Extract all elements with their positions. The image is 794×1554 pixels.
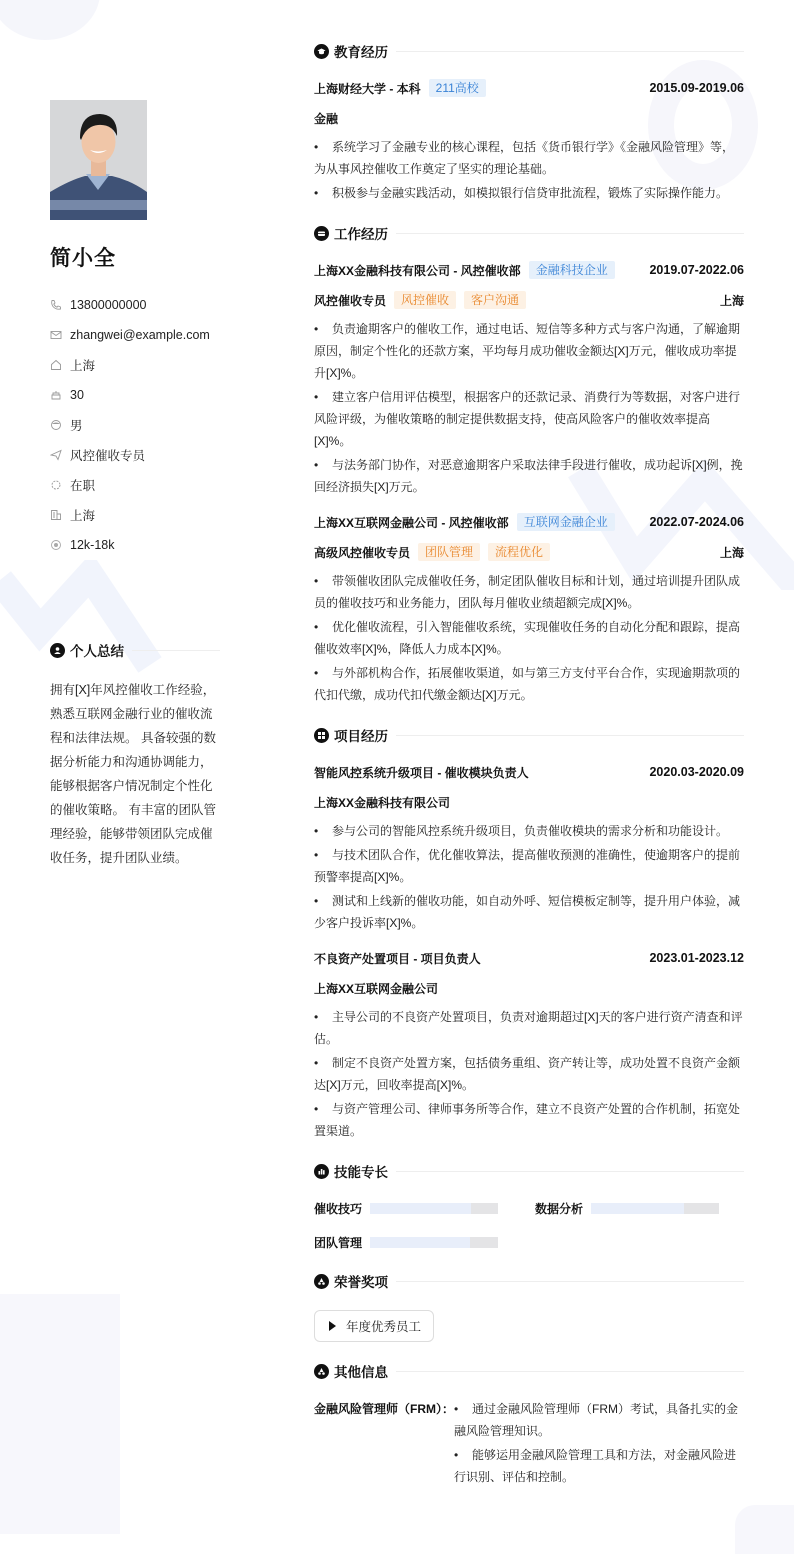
skill-tag: 客户沟通 bbox=[464, 291, 526, 309]
work-date: 2022.07-2024.06 bbox=[649, 515, 744, 529]
summary-text: 拥有[X]年风控催收工作经验，熟悉互联网金融行业的催收流程和法律法规。 具备较强的数据分析能力和沟通协调能力，能够根据客户情况制定个性化的催收策略。 有丰富的团队管理经验，能够带领团队完成催收任务，提升团队业绩。 bbox=[50, 683, 216, 865]
education-section bbox=[314, 40, 744, 204]
main-content bbox=[314, 40, 744, 1508]
grid-icon bbox=[314, 728, 329, 743]
award-icon bbox=[314, 1274, 329, 1289]
skill-bar bbox=[370, 1203, 498, 1214]
salary-icon bbox=[50, 539, 62, 551]
list-item: • 制定不良资产处置方案，包括债务重组、资产转让等，成功处置不良资产金额达[X]万元，回收率提高[X]%。 bbox=[314, 1056, 741, 1092]
info-status: 在职 bbox=[50, 470, 220, 500]
project-company: 上海XX金融科技有限公司 bbox=[314, 795, 451, 810]
project-entry bbox=[314, 762, 744, 934]
project-entry bbox=[314, 948, 744, 1142]
projects-header: 项目经历 bbox=[314, 724, 744, 746]
company-tag: 互联网金融企业 bbox=[517, 513, 615, 531]
projects-section bbox=[314, 724, 744, 1142]
info-phone: 13800000000 bbox=[50, 290, 220, 320]
skills-section bbox=[314, 1160, 744, 1252]
work-entry bbox=[314, 512, 744, 706]
play-triangle-icon bbox=[329, 1321, 336, 1331]
skill-item: 数据分析 bbox=[535, 1198, 735, 1218]
school-name: 上海财经大学 - 本科 bbox=[314, 81, 421, 96]
school-tag: 211高校 bbox=[429, 79, 486, 97]
divider bbox=[396, 1171, 744, 1172]
divider bbox=[396, 1281, 744, 1282]
info-salary: 12k-18k bbox=[50, 530, 220, 560]
info-position: 风控催收专员 bbox=[50, 440, 220, 470]
job-location: 上海 bbox=[719, 545, 744, 560]
skill-item: 团队管理 bbox=[314, 1232, 535, 1252]
divider bbox=[396, 51, 744, 52]
awards-section bbox=[314, 1270, 744, 1342]
list-item: • 系统学习了金融专业的核心课程，包括《货币银行学》《金融风险管理》等，为从事风控催收工作奠定了坚实的理论基础。 bbox=[314, 140, 735, 176]
skill-tag: 团队管理 bbox=[418, 543, 480, 561]
contact-info-list bbox=[50, 290, 220, 560]
other-header: 其他信息 bbox=[314, 1360, 744, 1382]
education-entry bbox=[314, 78, 744, 204]
info-email: zhangwei@example.com bbox=[50, 320, 220, 350]
awards-header: 荣誉奖项 bbox=[314, 1270, 744, 1292]
project-company: 上海XX互联网金融公司 bbox=[314, 981, 439, 996]
certificate-entry bbox=[314, 1398, 744, 1490]
divider bbox=[132, 650, 220, 651]
list-item: • 与法务部门协作，对恶意逾期客户采取法律手段进行催收，成功起诉[X]例，挽回经济损失[X]万元。 bbox=[314, 458, 743, 494]
email-icon bbox=[50, 329, 62, 341]
bg-decoration-rect bbox=[0, 1294, 120, 1534]
candidate-name: 简小全 bbox=[50, 247, 116, 270]
company-name: 上海XX互联网金融公司 - 风控催收部 bbox=[314, 515, 509, 530]
job-role: 高级风控催收专员 bbox=[314, 545, 411, 560]
phone-icon bbox=[50, 299, 62, 311]
bar-chart-icon bbox=[314, 1164, 329, 1179]
company-name: 上海XX金融科技有限公司 - 风控催收部 bbox=[314, 263, 521, 278]
certificate-label: 金融风险管理师（FRM）： bbox=[314, 1402, 454, 1416]
position-icon bbox=[50, 449, 62, 461]
company-tag: 金融科技企业 bbox=[529, 261, 615, 279]
list-item: • 测试和上线新的催收功能，如自动外呼、短信模板定制等，提升用户体验，减少客户投诉率[X]%。 bbox=[314, 894, 741, 930]
skill-bar bbox=[370, 1237, 498, 1248]
list-item: • 优化催收流程，引入智能催收系统，实现催收任务的自动化分配和跟踪，提高催收效率[X]%，降低人力成本[X]%。 bbox=[314, 620, 741, 656]
list-item: • 参与公司的智能风控系统升级项目，负责催收模块的需求分析和功能设计。 bbox=[314, 824, 729, 838]
bg-decoration-rect-corner bbox=[735, 1505, 794, 1554]
skills-header: 技能专长 bbox=[314, 1160, 744, 1182]
work-entry bbox=[314, 260, 744, 498]
divider bbox=[396, 1371, 744, 1372]
city-icon bbox=[50, 509, 62, 521]
list-item: • 负责逾期客户的催收工作，通过电话、短信等多种方式与客户沟通，了解逾期原因，制定个性化的还款方案，平均每月成功催收金额达[X]万元，催收成功率提升[X]%。 bbox=[314, 322, 741, 380]
user-icon bbox=[50, 643, 65, 658]
project-date: 2023.01-2023.12 bbox=[649, 951, 744, 965]
project-date: 2020.03-2020.09 bbox=[649, 765, 744, 779]
list-item: • 积极参与金融实践活动，如模拟银行信贷审批流程，锻炼了实际操作能力。 bbox=[314, 186, 729, 200]
divider bbox=[396, 735, 744, 736]
info-icon bbox=[314, 1364, 329, 1379]
work-header: 工作经历 bbox=[314, 222, 744, 244]
info-gender: 男 bbox=[50, 410, 220, 440]
gender-icon bbox=[50, 419, 62, 431]
list-item: • 通过金融风险管理师（FRM）考试，具备扎实的金融风险管理知识。 bbox=[454, 1402, 738, 1438]
age-icon bbox=[50, 389, 62, 401]
major: 金融 bbox=[314, 111, 339, 126]
info-age: 30 bbox=[50, 380, 220, 410]
skill-tag: 风控催收 bbox=[394, 291, 456, 309]
graduation-cap-icon bbox=[314, 44, 329, 59]
skill-tag: 流程优化 bbox=[488, 543, 550, 561]
list-item: • 能够运用金融风险管理工具和方法，对金融风险进行识别、评估和控制。 bbox=[454, 1448, 737, 1484]
list-item: • 与技术团队合作，优化催收算法，提高催收预测的准确性，使逾期客户的提前预警率提高[X]%。 bbox=[314, 848, 741, 884]
home-icon bbox=[50, 359, 62, 371]
list-item: • 带领催收团队完成催收任务，制定团队催收目标和计划，通过培训提升团队成员的催收技巧和业务能力，团队每月催收业绩超额完成[X]%。 bbox=[314, 574, 741, 610]
summary-title: 个人总结 bbox=[70, 644, 124, 659]
project-name: 智能风控系统升级项目 - 催收模块负责人 bbox=[314, 765, 529, 780]
divider bbox=[396, 233, 744, 234]
skill-bar bbox=[591, 1203, 719, 1214]
award-item[interactable]: 年度优秀员工 bbox=[314, 1310, 434, 1342]
list-item: • 主导公司的不良资产处置项目，负责对逾期超过[X]天的客户进行资产清查和评估。 bbox=[314, 1010, 743, 1046]
project-name: 不良资产处置项目 - 项目负责人 bbox=[314, 951, 481, 966]
briefcase-icon bbox=[314, 226, 329, 241]
bg-decoration-circle bbox=[0, 0, 100, 40]
skill-item: 催收技巧 bbox=[314, 1198, 535, 1218]
info-city: 上海 bbox=[50, 500, 220, 530]
education-header: 教育经历 bbox=[314, 40, 744, 62]
job-role: 风控催收专员 bbox=[314, 293, 387, 308]
list-item: • 建立客户信用评估模型，根据客户的还款记录、消费行为等数据，对客户进行风险评级，为催收策略的制定提供数据支持，使高风险客户的催收效率提高[X]%。 bbox=[314, 390, 741, 448]
status-icon bbox=[50, 479, 62, 491]
sidebar bbox=[50, 100, 220, 870]
other-section bbox=[314, 1360, 744, 1490]
list-item: • 与资产管理公司、律师事务所等合作，建立不良资产处置的合作机制，拓宽处置渠道。 bbox=[314, 1102, 741, 1138]
summary-section-header bbox=[50, 640, 220, 660]
education-date: 2015.09-2019.06 bbox=[649, 81, 744, 95]
job-location: 上海 bbox=[719, 293, 744, 308]
avatar bbox=[50, 100, 147, 220]
list-item: • 与外部机构合作，拓展催收渠道，如与第三方支付平台合作，实现逾期款项的代扣代缴，成功代扣代缴金额达[X]万元。 bbox=[314, 666, 741, 702]
work-date: 2019.07-2022.06 bbox=[649, 263, 744, 277]
work-section bbox=[314, 222, 744, 706]
info-home: 上海 bbox=[50, 350, 220, 380]
